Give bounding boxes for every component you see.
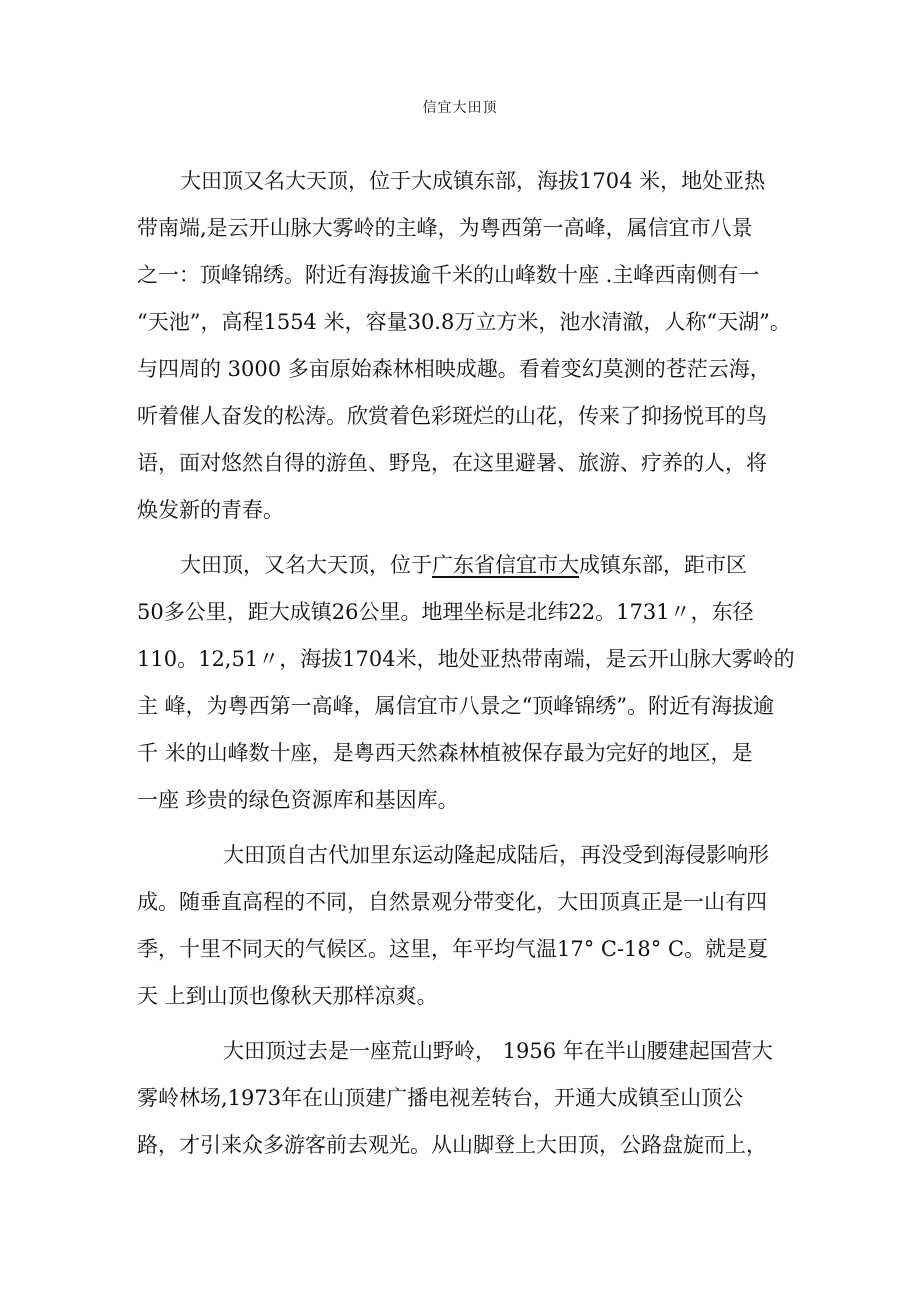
paragraph-line: 大田顶又名大天顶，位于大成镇东部，海拔1704 米，地处亚热 — [180, 169, 766, 193]
paragraph-line: 大田顶自古代加里东运动隆起成陆后，再没受到海侵影响形 — [223, 843, 769, 867]
document-title: 信宜大田顶 — [422, 100, 498, 116]
paragraph-line: 天 上到山顶也像秋天那样凉爽。 — [137, 984, 438, 1008]
paragraph-line: 主 峰，为粤西第一高峰，属信宜市八景之“顶峰锦绣”。附近有海拔逾 — [137, 694, 775, 718]
paragraph-line: 千 米的山峰数十座，是粤西天然森林植被保存最为完好的地区，是 — [137, 741, 753, 765]
paragraph-line: 之一：顶峰锦绣。附近有海拔逾千米的山峰数十座 .主峰西南侧有一 — [137, 263, 760, 287]
paragraph-line — [180, 548, 747, 582]
paragraph-line: 雾岭林场,1973年在山顶建广播电视差转台，开通大成镇至山顶公 — [137, 1086, 744, 1110]
paragraph-line: 焕发新的青春。 — [137, 498, 284, 522]
paragraph-line: “天池”，高程1554 米，容量30.8万立方米，池水清澈，人称“天湖”。 — [137, 310, 791, 334]
paragraph-line: 听着催人奋发的松涛。欣赏着色彩斑烂的山花，传来了抑扬悦耳的鸟 — [137, 404, 767, 428]
paragraph-line: 带南端,是云开山脉大雾岭的主峰，为粤西第一高峰，属信宜市八景 — [137, 216, 753, 240]
paragraph-line: 110。12,51〃，海拔1704米，地处亚热带南端，是云开山脉大雾岭的 — [137, 647, 795, 671]
paragraph-line: 路，才引来众多游客前去观光。从山脚登上大田顶，公路盘旋而上， — [137, 1133, 767, 1157]
paragraph-text: 大田顶，又名大天顶，位于 — [180, 553, 432, 577]
paragraph-line: 一座 珍贵的绿色资源库和基因库。 — [137, 788, 459, 812]
paragraph-text: 成镇东部，距市区 — [579, 553, 747, 577]
paragraph-line: 语，面对悠然自得的游鱼、野凫，在这里避暑、旅游、疗养的人，将 — [137, 451, 767, 475]
paragraph-line: 成。随垂直高程的不同，自然景观分带变化，大田顶真正是一山有四 — [137, 890, 767, 914]
paragraph-line: 大田顶过去是一座荒山野岭， 1956 年在半山腰建起国营大 — [223, 1039, 773, 1063]
paragraph-line: 与四周的 3000 多亩原始森林相映成趣。看着变幻莫测的苍茫云海， — [137, 357, 771, 381]
location-link[interactable]: 广东省信宜市大 — [432, 553, 579, 577]
paragraph-line: 50多公里，距大成镇26公里。地理坐标是北纬22。1731〃，东径 — [137, 600, 754, 624]
paragraph-line: 季，十里不同天的气候区。这里，年平均气温17° C-18° C。就是夏 — [137, 937, 769, 961]
